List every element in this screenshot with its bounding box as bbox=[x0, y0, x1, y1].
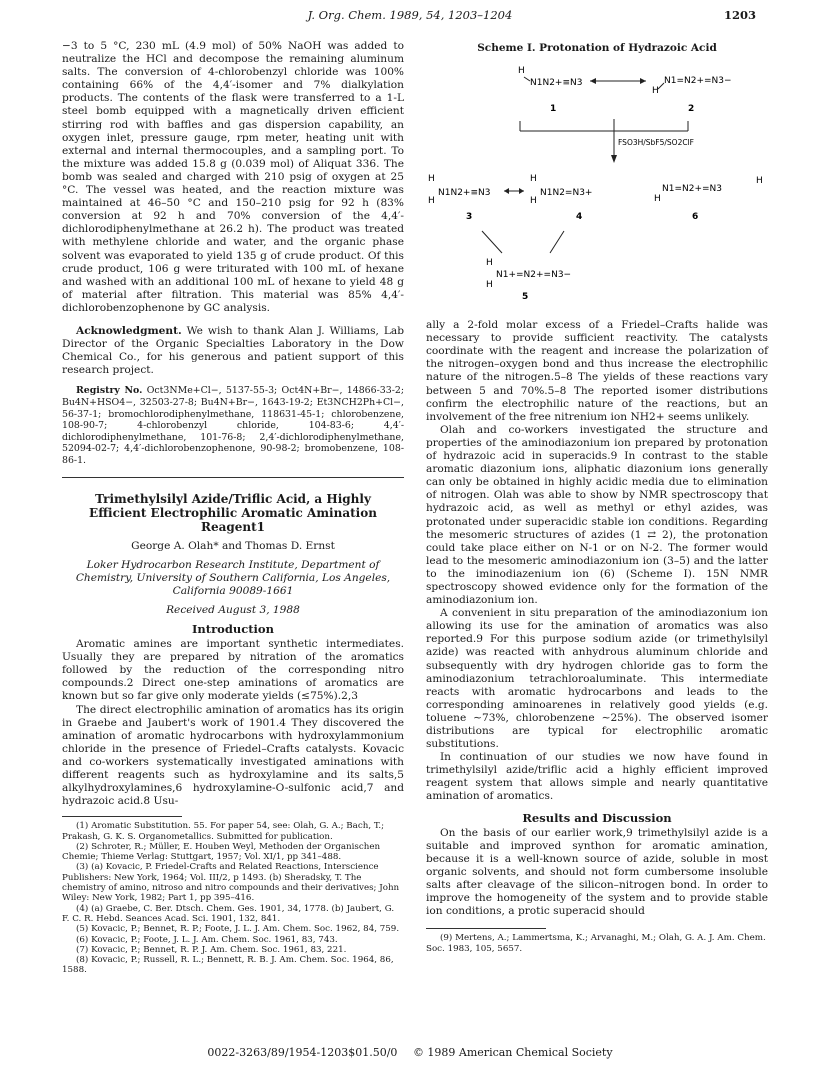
registry-title: Registry No. bbox=[76, 385, 143, 397]
footnote-divider bbox=[62, 816, 182, 817]
footnote-4: (4) (a) Graebe, C. Ber. Dtsch. Chem. Ges. 1901, 34, 1778. (b) Jaubert, G. F. C. R. Hebd. Seances Acad. Sci. 1901, 132, 841. bbox=[62, 903, 395, 924]
footnote-7: (7) Kovacic, P.; Bennet, R. P. J. Am. Chem. Soc. 1961, 83, 221. bbox=[76, 944, 347, 955]
footnote-1: (1) Aromatic Substitution. 55. For paper 54, see: Olah, G. A.; Bach, T.; Prakash, G. K. S. Organometallics. Submitted for publication. bbox=[62, 821, 385, 842]
species-3: N1N2+≡N3 bbox=[438, 188, 491, 199]
label-3: 3 bbox=[466, 212, 473, 223]
h-4a: H bbox=[530, 174, 537, 185]
h-4b: H bbox=[530, 196, 537, 207]
h-3a: H bbox=[428, 174, 435, 185]
page-footer bbox=[0, 1046, 820, 1059]
affiliation: Loker Hydrocarbon Research Institute, Department of Chemistry, University of Southern California, Los Angeles, California 90089-1661 bbox=[75, 558, 391, 597]
intro-paragraph-1: Aromatic amines are important synthetic intermediates. Usually they are prepared by nitration of the aromatics followed by the reduction of the corresponding nitro compounds.2 Direct one-step aminations of aromatics are known but so far give only moderate yields (≤75%).2,3 bbox=[62, 638, 404, 703]
left-column bbox=[62, 40, 404, 976]
species-5: N1+=N2+=N3− bbox=[496, 270, 572, 281]
page-number: 1203 bbox=[723, 8, 756, 22]
ack-title: Acknowledgment. bbox=[76, 324, 182, 337]
scheme-title: Scheme I. Protonation of Hydrazoic Acid bbox=[477, 42, 717, 54]
arrow-head-left bbox=[504, 188, 509, 194]
ack-text: We wish to thank Alan J. Williams, Lab Director of the Organic Specialties Laboratory in the Dow Chemical Co., for his generous and patient support of this research project. bbox=[62, 324, 404, 377]
footnote-8: (8) Kovacic, P.; Russell, R. L.; Bennett, R. B. J. Am. Chem. Soc. 1964, 86, 1588. bbox=[62, 955, 394, 976]
footnote-5: (5) Kovacic, P.; Bennet, R. P.; Foote, J. L. J. Am. Chem. Soc. 1962, 84, 759. bbox=[76, 924, 400, 935]
footnote-3: (3) (a) Kovacic, P. Friedel-Crafts and Related Reactions, Interscience Publishers: New York, 1964; Vol. III/2, p 1493. (b) Sheradsky, T. The chemistry of amino, nitroso and nitro compounds and their derivatives; John Wiley: New York, 1982; Part 1, pp 395–416. bbox=[62, 862, 400, 904]
h-2: H bbox=[652, 86, 659, 97]
section-divider bbox=[62, 477, 404, 478]
registry-numbers bbox=[62, 385, 404, 466]
footer-code: 0022-3263/89/1954-1203$01.50/0 bbox=[207, 1046, 398, 1059]
received-date: Received August 3, 1988 bbox=[166, 603, 300, 616]
body-paragraph-1: ally a 2-fold molar excess of a Friedel–Crafts halide was necessary to provide sufficient reactivity. The catalysts coordinate with the reagent and increase the polarization of the nitrogen–oxygen bond and thus increase the electrophilic nature of the nitrogen.5–8 The yields of these reactions vary between 5 and 70%.5–8 The reported isomer distributions confirm the electrophilic nature of the reactions, but an involvement of the free nitrenium ion NH2+ seems unlikely. bbox=[426, 319, 768, 423]
h-5b: H bbox=[486, 280, 493, 291]
footer-copyright: © 1989 American Chemical Society bbox=[412, 1046, 613, 1059]
footnote-2: (2) Schroter, R.; Müller, E. Houben Weyl, Methoden der Organischen Chemie; Thieme Verlag: Stuttgart, 1957; Vol. XI/1, pp 341–488. bbox=[62, 841, 381, 863]
species-4: N1N2=N3+ bbox=[540, 188, 593, 199]
h-1: H bbox=[518, 66, 525, 77]
acknowledgment bbox=[62, 325, 404, 377]
species-6: N1=N2+=N3 bbox=[662, 184, 722, 195]
arrow-head-down bbox=[611, 155, 617, 163]
authors: George A. Olah* and Thomas D. Ernst bbox=[131, 539, 335, 552]
article-title: Trimethylsilyl Azide/Triflic Acid, a Highly Efficient Electrophilic Aromatic Amination Reagent1 bbox=[89, 491, 377, 534]
arrow-head-right bbox=[519, 188, 524, 194]
right-column bbox=[426, 42, 768, 954]
running-header: J. Org. Chem. 1989, 54, 1203–1204 bbox=[307, 8, 513, 22]
intro-heading: Introduction bbox=[192, 621, 274, 636]
carryover-paragraph: −3 to 5 °C, 230 mL (4.9 mol) of 50% NaOH was added to neutralize the HCl and decompose the remaining aluminum salts. The conversion of 4-chlorobenzyl chloride was 100% containing 66% of the 4,4′-isomer and 7% dialkylation products. The contents of the flask were transferred to a 1-L steel bomb equipped with a magnetically driven efficient stirring rod with baffles and gas dispersion capability, an oxygen inlet, pressure gauge, rpm meter, heating unit with external and internal thermocouples, and a sampling port. To the mixture was added 15.8 g (0.039 mol) of Aliquat 336. The bomb was sealed and charged with 210 psig of oxygen at 25 °C. The vessel was heated, and the reaction mixture was maintained at 46–50 °C and 150–210 psig for 92 h (83% conversion at 92 h and 70% conversion of the 4,4′-dichlorodiphenylmethane at 26.2 h). The product was treated with methylene chloride and water, and the organic phase solvent was evaporated to yield 135 g of crude product. Of this crude product, 106 g were triturated with 100 mL of hexane and washed with an additional 100 mL of hexane to yield 48 g of material after filtration. This material was 85% 4,4′-dichlorobenzophenone by GC analysis. bbox=[62, 40, 404, 314]
h-6a: H bbox=[654, 194, 661, 205]
h-3b: H bbox=[428, 196, 435, 207]
footnote-6: (6) Kovacic, P.; Foote, J. L. J. Am. Chem. Soc. 1961, 83, 743. bbox=[76, 934, 338, 945]
label-2: 2 bbox=[688, 104, 695, 115]
results-heading: Results and Discussion bbox=[522, 810, 672, 825]
species-2: N1=N2+=N3− bbox=[664, 76, 732, 87]
footnote-9: (9) Mertens, A.; Lammertsma, K.; Arvanaghi, M.; Olah, G. A. J. Am. Chem. Soc. 1983, 105, 5657. bbox=[426, 933, 766, 954]
body-paragraph-2: Olah and co-workers investigated the structure and properties of the aminodiazonium ion prepared by protonation of hydrazoic acid in superacids.9 In contrast to the stable aromatic diazonium ions, aliphatic diazonium ions generally can only be obtained in highly acidic media due to elimination of nitrogen. Olah was able to show by NMR spectroscopy that hydrazoic acid, as well as methyl or ethyl azides, was protonated under superacidic stable ion conditions. Regarding the mesomeric structures of azides (1 ⇄ 2), the protonation could take place either on N-1 or on N-2. The former would lead to the mesomeric aminodiazonium ion (3–5) and the latter to the iminodiazenium ion (6) (Scheme I). 15N NMR spectroscopy showed evidence only for the formation of the aminodiazonium ion. bbox=[426, 423, 768, 607]
scheme-diagram bbox=[426, 59, 768, 299]
registry-text: Oct3NMe+Cl−, 5137-55-3; Oct4N+Br−, 14866-33-2; Bu4N+HSO4−, 32503-27-8; Bu4N+Br−, 1643-19-2; Et3NCH2Ph+Cl−, 56-37-1; bromochlorodiphenylmethane, 118631-45-1; chlorobenzene, 108-90-7; 4-chlorobenzyl chloride, 104-83-6; 4,4′-dichlorodiphenylmethane, 101-76-8; 2,4′-dichlorodiphenylmethane, 52094-02-7; 4,4′-dichlorobenzophenone, 90-98-2; bromobenzene, 108-86-1. bbox=[62, 385, 404, 466]
body-paragraph-5: On the basis of our earlier work,9 trimethylsilyl azide is a suitable and improved synthon for aromatic amination, because it is a well-known source of azide, soluble in most organic solvents, and should not form cumbersome insoluble salts after cleavage of the silicon–nitrogen bond. In order to improve the homogeneity of the system and to provide stable ion conditions, a protic superacid should bbox=[426, 826, 768, 918]
body-paragraph-4: In continuation of our studies we now have found in trimethylsilyl azide/triflic acid a highly efficient improved reagent system that allows simple and nearly quantitative amination of aromatics. bbox=[426, 751, 768, 803]
label-5: 5 bbox=[522, 292, 529, 300]
label-4: 4 bbox=[576, 212, 583, 223]
h-5a: H bbox=[486, 258, 493, 269]
arrow-head-left bbox=[590, 78, 596, 84]
label-6: 6 bbox=[692, 212, 699, 223]
h-6b: H bbox=[756, 176, 763, 187]
diagonal-arrow bbox=[482, 231, 502, 253]
scheme-svg bbox=[426, 59, 768, 299]
species-1: N1N2+≡N3 bbox=[530, 78, 583, 89]
footnote-divider bbox=[426, 928, 546, 929]
diagonal-arrow bbox=[550, 231, 564, 253]
intro-paragraph-2: The direct electrophilic amination of aromatics has its origin in Graebe and Jaubert's work of 1901.4 They discovered the amination of aromatic hydrocarbons with hydroxylammonium chloride in the presence of Friedel–Crafts catalysts. Kovacic and co-workers systematically investigated aminations with different reagents such as hydroxylamine and its salts,5 alkylhydroxylamines,6 hydroxylamine-O-sulfonic acid,7 and hydrazoic acid.8 Usu- bbox=[62, 703, 404, 808]
footnotes bbox=[62, 821, 404, 975]
reagent-label: FSO3H/SbF5/SO2ClF bbox=[618, 138, 694, 148]
label-1: 1 bbox=[550, 104, 557, 115]
body-paragraph-3: A convenient in situ preparation of the aminodiazonium ion allowing its use for the amination of aromatics was also reported.9 For this purpose sodium azide (or trimethylsilyl azide) was reacted with anhydrous aluminum chloride and subsequently with dry hydrogen chloride gas to form the aminodiazonium tetrachloroaluminate. This intermediate reacts with aromatic hydrocarbons and leads to the corresponding aminoarenes in relatively good yields (e.g. toluene ∼73%, chlorobenzene ∼25%). The observed isomer distributions are typical for electrophilic aromatic substitutions. bbox=[426, 607, 768, 751]
arrow-head-right bbox=[640, 78, 646, 84]
